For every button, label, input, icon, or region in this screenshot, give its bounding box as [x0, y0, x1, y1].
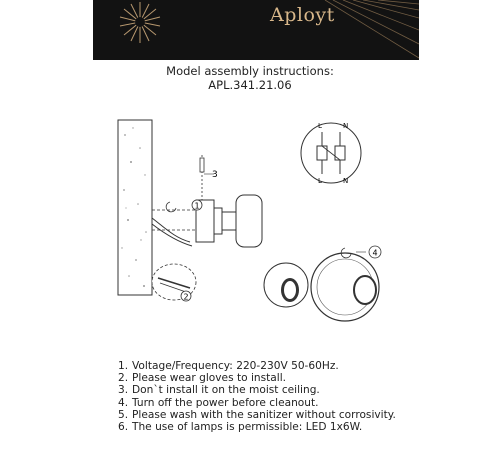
wiring-diagram: [301, 122, 361, 185]
svg-text:N: N: [343, 122, 349, 130]
svg-text:2: 2: [183, 292, 189, 302]
brand-banner: [93, 0, 419, 60]
sunburst-logo-graphic: [93, 0, 419, 60]
instruction-item: 5. Please wash with the sanitizer without corrosivity.: [118, 408, 396, 421]
svg-text:L: L: [318, 122, 322, 130]
wall-section: [118, 120, 152, 295]
svg-text:L: L: [318, 177, 322, 185]
callout-3: [204, 170, 218, 180]
instruction-item: 2. Please wear gloves to install.: [118, 372, 287, 385]
svg-text:4: 4: [372, 248, 378, 258]
svg-text:1: 1: [194, 201, 200, 211]
lamp-side-view: [236, 195, 262, 247]
brand-name: Aployt: [270, 4, 335, 26]
model-number: APL.341.21.06: [208, 78, 292, 92]
instruction-item: 6. The use of lamps is permissible: LED 1x6W.: [118, 421, 363, 434]
callout-2: [181, 291, 191, 302]
lamp-front-view: [264, 253, 379, 321]
instruction-item: 1. Voltage/Frequency: 220-230V 50-60Hz.: [118, 360, 339, 372]
instruction-item: 3. Don`t install it on the moist ceiling.: [118, 384, 320, 397]
instruction-item: 4. Turn off the power before cleanout.: [118, 396, 319, 409]
instructions-list: [118, 360, 396, 433]
assembly-diagram: [0, 100, 500, 350]
svg-text:N: N: [343, 177, 349, 185]
svg-text:3: 3: [212, 170, 218, 180]
page-title: Model assembly instructions:: [166, 64, 334, 78]
